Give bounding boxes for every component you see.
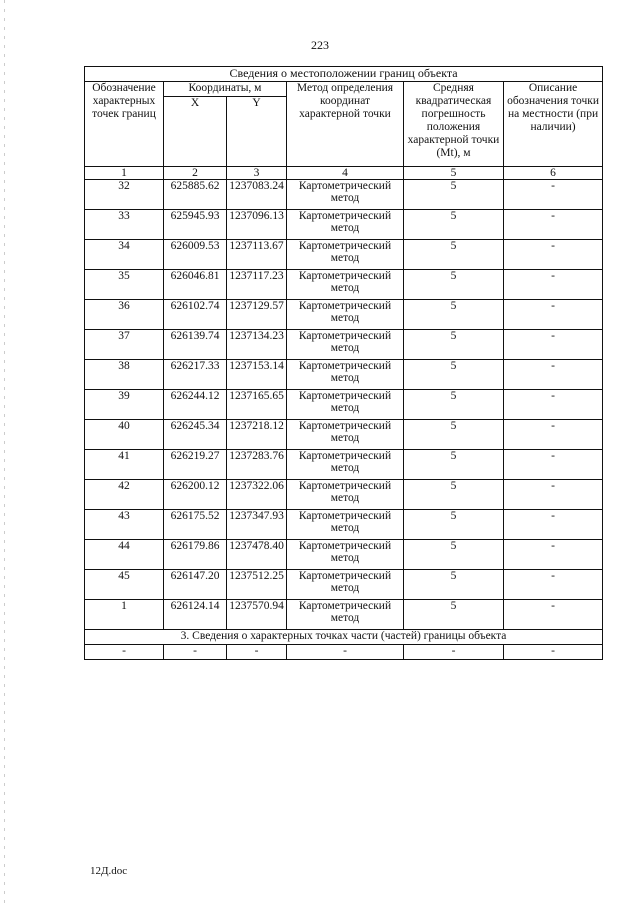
coord-y: 1237117.23	[227, 270, 287, 300]
point-number: 37	[85, 330, 164, 360]
coord-y: 1237153.14	[227, 360, 287, 390]
section3-cell: -	[404, 645, 504, 660]
column-number: 1	[85, 167, 164, 180]
point-description: -	[504, 570, 603, 600]
coord-y: 1237322.06	[227, 480, 287, 510]
coord-x: 626147.20	[164, 570, 227, 600]
point-number: 40	[85, 420, 164, 450]
accuracy-mt: 5	[404, 240, 504, 270]
table-row	[85, 600, 603, 630]
table-row	[85, 480, 603, 510]
point-description: -	[504, 270, 603, 300]
method: Картометрический метод	[287, 570, 404, 600]
point-description: -	[504, 600, 603, 630]
accuracy-mt: 5	[404, 180, 504, 210]
point-number: 45	[85, 570, 164, 600]
accuracy-mt: 5	[404, 330, 504, 360]
point-number: 36	[85, 300, 164, 330]
table-row	[85, 540, 603, 570]
table-row	[85, 240, 603, 270]
section3-cell: -	[85, 645, 164, 660]
method: Картометрический метод	[287, 510, 404, 540]
header-row-top	[85, 82, 603, 97]
method: Картометрический метод	[287, 330, 404, 360]
method: Картометрический метод	[287, 240, 404, 270]
section3-cell: -	[504, 645, 603, 660]
point-number: 41	[85, 450, 164, 480]
coord-x: 626244.12	[164, 390, 227, 420]
section3-cell: -	[287, 645, 404, 660]
coord-x: 625945.93	[164, 210, 227, 240]
point-description: -	[504, 210, 603, 240]
table-row	[85, 210, 603, 240]
point-number: 33	[85, 210, 164, 240]
section3-cell: -	[164, 645, 227, 660]
coord-y: 1237113.67	[227, 240, 287, 270]
column-number: 3	[227, 167, 287, 180]
accuracy-mt: 5	[404, 600, 504, 630]
header-description: Описание обозначения точки на местности (при наличии)	[504, 82, 603, 167]
point-number: 39	[85, 390, 164, 420]
table-row	[85, 570, 603, 600]
header-accuracy: Средняя квадратическая погрешность положения характерной точки (Mt), м	[404, 82, 504, 167]
coord-y: 1237570.94	[227, 600, 287, 630]
coord-x: 626102.74	[164, 300, 227, 330]
column-number: 5	[404, 167, 504, 180]
point-description: -	[504, 540, 603, 570]
accuracy-mt: 5	[404, 390, 504, 420]
point-description: -	[504, 240, 603, 270]
point-description: -	[504, 180, 603, 210]
coord-x: 626009.53	[164, 240, 227, 270]
point-number: 44	[85, 540, 164, 570]
table-row	[85, 360, 603, 390]
header-y: Y	[227, 97, 287, 167]
table-row	[85, 180, 603, 210]
section3-title: 3. Сведения о характерных точках части (частей) границы объекта	[85, 630, 603, 645]
coord-x: 625885.62	[164, 180, 227, 210]
table-row	[85, 420, 603, 450]
accuracy-mt: 5	[404, 480, 504, 510]
boundary-coordinates-table	[84, 66, 603, 660]
accuracy-mt: 5	[404, 270, 504, 300]
method: Картометрический метод	[287, 210, 404, 240]
header-point-designation: Обозначение характерных точек границ	[85, 82, 164, 167]
method: Картометрический метод	[287, 600, 404, 630]
page-number: 223	[311, 38, 329, 52]
coord-x: 626219.27	[164, 450, 227, 480]
point-number: 35	[85, 270, 164, 300]
coord-y: 1237347.93	[227, 510, 287, 540]
point-number: 42	[85, 480, 164, 510]
table-row	[85, 330, 603, 360]
accuracy-mt: 5	[404, 300, 504, 330]
point-description: -	[504, 450, 603, 480]
point-number: 32	[85, 180, 164, 210]
table-row	[85, 300, 603, 330]
accuracy-mt: 5	[404, 540, 504, 570]
section3-title-row	[85, 630, 603, 645]
section3-cell: -	[227, 645, 287, 660]
coord-x: 626124.14	[164, 600, 227, 630]
table-row	[85, 510, 603, 540]
column-number: 4	[287, 167, 404, 180]
header-method: Метод определения координат характерной точки	[287, 82, 404, 167]
point-number: 1	[85, 600, 164, 630]
coord-y: 1237218.12	[227, 420, 287, 450]
column-number: 6	[504, 167, 603, 180]
coord-x: 626139.74	[164, 330, 227, 360]
point-description: -	[504, 330, 603, 360]
point-description: -	[504, 510, 603, 540]
section3-row	[85, 645, 603, 660]
header-x: X	[164, 97, 227, 167]
coord-y: 1237134.23	[227, 330, 287, 360]
method: Картометрический метод	[287, 270, 404, 300]
coord-x: 626179.86	[164, 540, 227, 570]
coord-y: 1237478.40	[227, 540, 287, 570]
footer-filename: 12Д.doc	[90, 865, 128, 877]
point-number: 43	[85, 510, 164, 540]
method: Картометрический метод	[287, 420, 404, 450]
method: Картометрический метод	[287, 450, 404, 480]
coord-x: 626200.12	[164, 480, 227, 510]
coord-y: 1237129.57	[227, 300, 287, 330]
coord-y: 1237096.13	[227, 210, 287, 240]
point-number: 38	[85, 360, 164, 390]
coord-x: 626175.52	[164, 510, 227, 540]
accuracy-mt: 5	[404, 570, 504, 600]
column-number: 2	[164, 167, 227, 180]
scan-edge-artifact	[4, 0, 5, 905]
point-description: -	[504, 420, 603, 450]
method: Картометрический метод	[287, 390, 404, 420]
point-description: -	[504, 480, 603, 510]
coord-y: 1237165.65	[227, 390, 287, 420]
table-row	[85, 270, 603, 300]
method: Картометрический метод	[287, 540, 404, 570]
coord-x: 626217.33	[164, 360, 227, 390]
point-number: 34	[85, 240, 164, 270]
method: Картометрический метод	[287, 180, 404, 210]
point-description: -	[504, 300, 603, 330]
accuracy-mt: 5	[404, 450, 504, 480]
point-description: -	[504, 360, 603, 390]
coord-y: 1237283.76	[227, 450, 287, 480]
table-title-row	[85, 67, 603, 82]
coord-x: 626046.81	[164, 270, 227, 300]
column-number-row	[85, 167, 603, 180]
accuracy-mt: 5	[404, 420, 504, 450]
coord-x: 626245.34	[164, 420, 227, 450]
accuracy-mt: 5	[404, 360, 504, 390]
table-title: Сведения о местоположении границ объекта	[85, 67, 603, 82]
point-description: -	[504, 390, 603, 420]
table-row	[85, 450, 603, 480]
coord-y: 1237512.25	[227, 570, 287, 600]
method: Картометрический метод	[287, 480, 404, 510]
header-coordinates: Координаты, м	[164, 82, 287, 97]
coord-y: 1237083.24	[227, 180, 287, 210]
accuracy-mt: 5	[404, 510, 504, 540]
method: Картометрический метод	[287, 300, 404, 330]
accuracy-mt: 5	[404, 210, 504, 240]
table-row	[85, 390, 603, 420]
method: Картометрический метод	[287, 360, 404, 390]
